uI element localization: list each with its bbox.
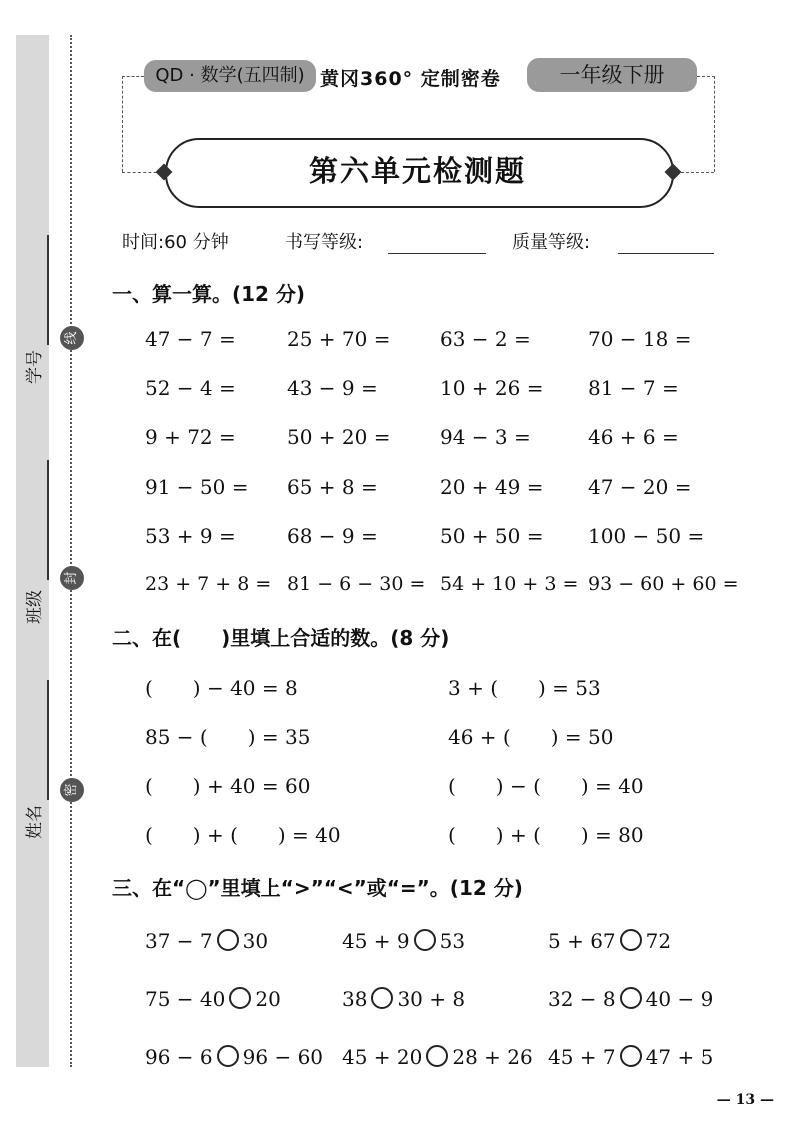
compare-right: 72 (645, 929, 672, 953)
writing-grade-label: 书写等级: (285, 232, 364, 253)
time-limit: 时间:60 分钟 (122, 232, 229, 253)
fill-item: ( ) + ( ) = 80 (448, 823, 644, 847)
calc-item: 81 − 6 − 30 = (287, 573, 426, 595)
compare-circle (229, 987, 251, 1009)
compare-left: 96 − 6 (145, 1045, 213, 1069)
compare-item (342, 1045, 533, 1069)
compare-circle (414, 929, 436, 951)
compare-left: 75 − 40 (145, 987, 226, 1011)
cut-line (70, 35, 72, 1067)
compare-circle (620, 1045, 642, 1067)
compare-right: 53 (439, 929, 466, 953)
calc-item: 20 + 49 = (440, 475, 544, 499)
compare-circle (217, 1045, 239, 1067)
calc-item: 94 − 3 = (440, 425, 531, 449)
class-label: 班级 (25, 590, 45, 624)
calc-item: 50 + 50 = (440, 524, 544, 548)
compare-circle (620, 987, 642, 1009)
compare-item (145, 929, 268, 953)
section1-heading: 一、算一算。(12 分) (112, 282, 306, 306)
series-pill: QD · 数学(五四制) (144, 60, 316, 92)
header-dash-right-top (697, 76, 715, 77)
fill-item: ( ) + ( ) = 40 (145, 823, 341, 847)
compare-circle (217, 929, 239, 951)
calc-item: 68 − 9 = (287, 524, 378, 548)
calc-item: 52 − 4 = (145, 376, 236, 400)
compare-right: 30 + 8 (397, 987, 466, 1011)
fill-item: ( ) − 40 = 8 (145, 676, 298, 700)
calc-item: 70 − 18 = (588, 327, 692, 351)
calc-item: 10 + 26 = (440, 376, 544, 400)
section2-heading: 二、在( )里填上合适的数。(8 分) (112, 626, 450, 650)
compare-right: 47 + 5 (645, 1045, 714, 1069)
calc-item: 91 − 50 = (145, 475, 249, 499)
compare-item (342, 929, 465, 953)
section3-heading: 三、在“◯”里填上“>”“<”或“=”。(12 分) (112, 876, 523, 900)
calc-item: 23 + 7 + 8 = (145, 573, 272, 595)
quality-grade-label: 质量等级: (512, 232, 591, 253)
calc-item: 47 − 20 = (588, 475, 692, 499)
name-line (47, 680, 49, 800)
compare-left: 37 − 7 (145, 929, 213, 953)
compare-left: 45 + 7 (548, 1045, 616, 1069)
calc-item: 43 − 9 = (287, 376, 378, 400)
header-dash-left-top (122, 76, 144, 77)
compare-right: 30 (242, 929, 269, 953)
compare-left: 45 + 9 (342, 929, 410, 953)
compare-item (548, 929, 671, 953)
writing-grade-blank (388, 253, 486, 254)
brand-text: 黄冈360° 定制密卷 (320, 68, 501, 90)
fill-item: 85 − ( ) = 35 (145, 725, 311, 749)
grade-pill: 一年级下册 (527, 58, 697, 92)
compare-right: 20 (255, 987, 281, 1011)
name-label: 姓名 (25, 805, 45, 839)
calc-item: 25 + 70 = (287, 327, 391, 351)
calc-item: 54 + 10 + 3 = (440, 573, 579, 595)
compare-right: 28 + 26 (452, 1045, 533, 1069)
compare-circle (426, 1045, 448, 1067)
compare-left: 5 + 67 (548, 929, 616, 953)
header-dash-right-bottom (676, 172, 714, 173)
seal-line-mark: 线 (60, 326, 84, 350)
fill-item: 3 + ( ) = 53 (448, 676, 601, 700)
compare-right: 40 − 9 (645, 987, 714, 1011)
compare-item (145, 1045, 323, 1069)
fill-item: ( ) + 40 = 60 (145, 774, 311, 798)
student-id-line (47, 235, 49, 345)
calc-item: 47 − 7 = (145, 327, 236, 351)
fill-item: ( ) − ( ) = 40 (448, 774, 644, 798)
fill-item: 46 + ( ) = 50 (448, 725, 614, 749)
calc-item: 46 + 6 = (588, 425, 679, 449)
compare-left: 38 (342, 987, 368, 1011)
quality-grade-blank (618, 253, 714, 254)
calc-item: 100 − 50 = (588, 524, 705, 548)
binding-strip (16, 35, 49, 1067)
compare-circle (371, 987, 393, 1009)
class-line (47, 460, 49, 580)
compare-right: 96 − 60 (242, 1045, 324, 1069)
page-number: — 13 — (716, 1092, 774, 1108)
compare-item (145, 987, 281, 1011)
student-id-label: 学号 (25, 350, 45, 384)
calc-item: 9 + 72 = (145, 425, 236, 449)
compare-item (548, 987, 713, 1011)
page-title: 第六单元检测题 (308, 154, 526, 188)
header-dash-right-vertical (714, 76, 715, 172)
compare-circle (620, 929, 642, 951)
calc-item: 65 + 8 = (287, 475, 378, 499)
seal-seal-mark: 封 (60, 566, 84, 590)
compare-left: 45 + 20 (342, 1045, 423, 1069)
header-dash-left-vertical (122, 76, 123, 172)
calc-item: 93 − 60 + 60 = (588, 573, 739, 595)
compare-left: 32 − 8 (548, 987, 616, 1011)
seal-secret-mark: 密 (60, 778, 84, 802)
compare-item (548, 1045, 713, 1069)
calc-item: 81 − 7 = (588, 376, 679, 400)
compare-item (342, 987, 465, 1011)
calc-item: 53 + 9 = (145, 524, 236, 548)
calc-item: 50 + 20 = (287, 425, 391, 449)
calc-item: 63 − 2 = (440, 327, 531, 351)
